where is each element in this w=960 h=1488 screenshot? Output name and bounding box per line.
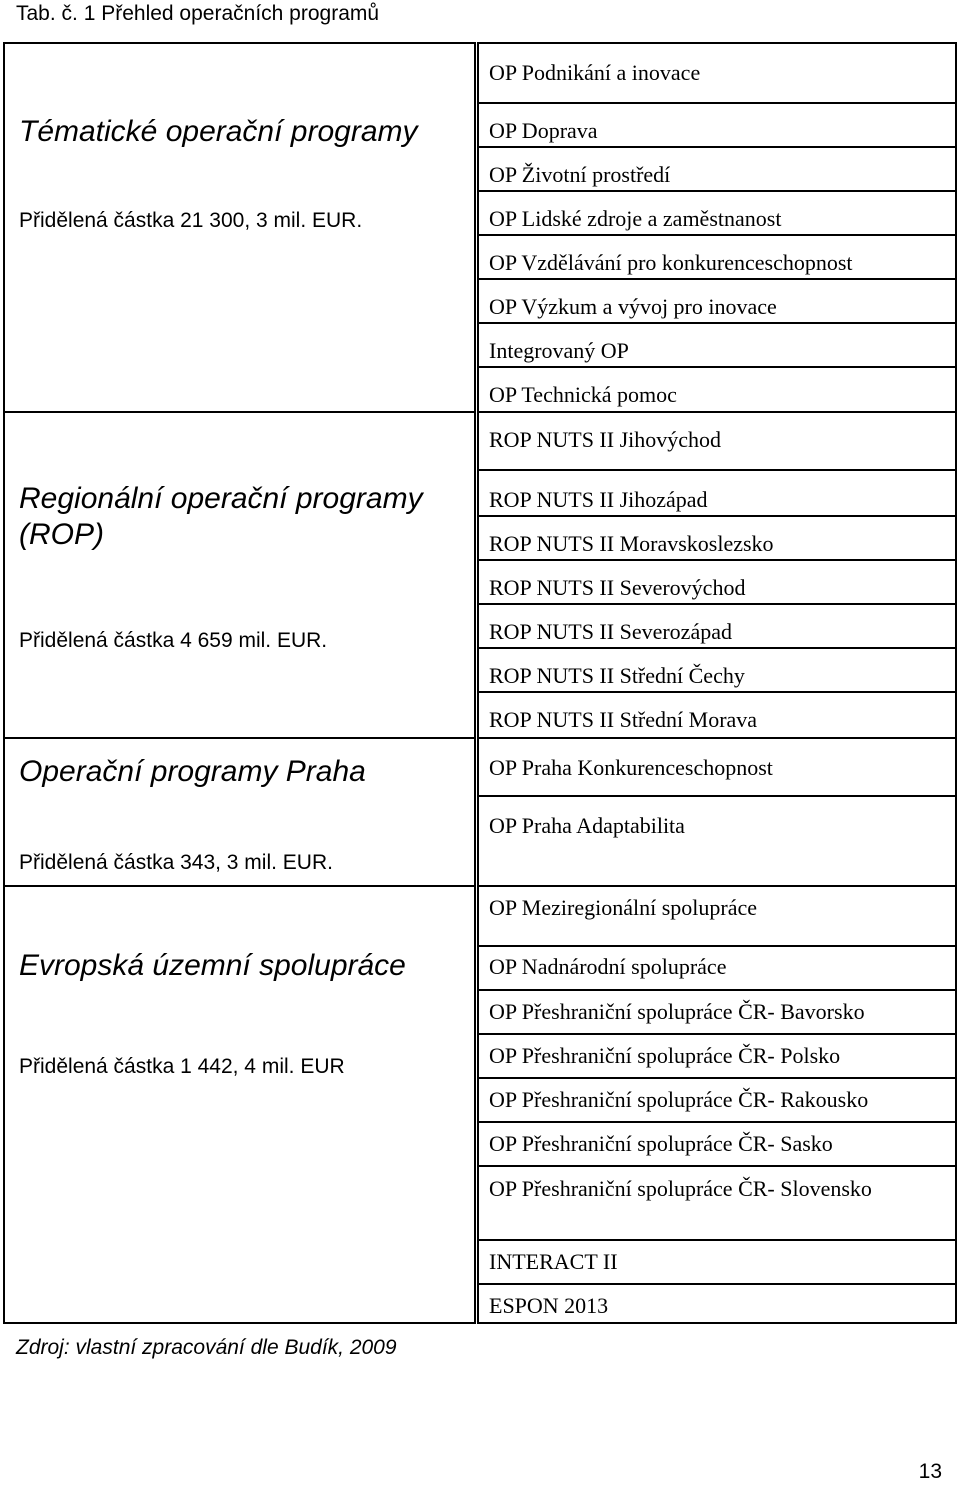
program-row [477,1033,957,1079]
program-row [477,322,957,368]
program-row [477,411,957,471]
program-name: Integrovaný OP [489,338,629,363]
program-row [477,691,957,739]
program-row [477,989,957,1035]
program-row [477,146,957,192]
program-name: INTERACT II [489,1249,618,1274]
program-row [477,737,957,797]
program-name: ROP NUTS II Severovýchod [489,575,746,600]
program-row [477,102,957,148]
program-name: OP Nadnárodní spolupráce [489,954,727,979]
program-name: OP Přeshraniční spolupráce ČR- Sasko [489,1131,833,1156]
program-name: ESPON 2013 [489,1293,609,1318]
program-name: ROP NUTS II Střední Morava [489,707,758,732]
program-name: OP Praha Adaptabilita [489,813,685,838]
category-amount: Přidělená částka 1 442, 4 mil. EUR [19,1055,345,1078]
program-row [477,366,957,413]
program-row [477,1077,957,1123]
category-title: Evropská územní spolupráce [19,949,406,982]
program-name: OP Životní prostředí [489,162,671,187]
program-row [477,885,957,947]
program-row [477,234,957,280]
category-title: Operační programy Praha [19,755,366,788]
category-title: Tématické operační programy [19,115,418,148]
program-row [477,647,957,693]
category-cell-prague [3,737,476,887]
program-row [477,469,957,517]
category-amount: Přidělená částka 21 300, 3 mil. EUR. [19,209,363,232]
program-name: ROP NUTS II Severozápad [489,619,732,644]
program-row [477,603,957,649]
category-cell-thematic [3,42,476,413]
program-row [477,515,957,561]
program-row [477,1239,957,1285]
program-name: OP Přeshraniční spolupráce ČR- Slovensko [489,1176,872,1201]
program-name: ROP NUTS II Moravskoslezsko [489,531,774,556]
program-row [477,1283,957,1324]
program-name: OP Výzkum a vývoj pro inovace [489,294,777,319]
program-row [477,1121,957,1167]
program-name: OP Přeshraniční spolupráce ČR- Polsko [489,1043,841,1068]
program-name: OP Přeshraniční spolupráce ČR- Bavorsko [489,999,865,1024]
program-name: OP Vzdělávání pro konkurenceschopnost [489,250,853,275]
category-amount: Přidělená částka 4 659 mil. EUR. [19,629,328,652]
category-amount: Přidělená částka 343, 3 mil. EUR. [19,851,333,874]
source-note: Zdroj: vlastní zpracování dle Budík, 2009 [16,1336,397,1359]
page-number: 13 [918,1460,942,1483]
program-row [477,795,957,887]
program-row [477,42,957,104]
program-name: OP Praha Konkurenceschopnost [489,755,773,780]
program-name: OP Technická pomoc [489,382,677,407]
program-name: OP Lidské zdroje a zaměstnanost [489,206,782,231]
program-row [477,278,957,324]
table-caption: Tab. č. 1 Přehled operačních programů [16,2,380,25]
category-cell-territorial [3,885,476,1324]
program-name: ROP NUTS II Jihozápad [489,487,708,512]
program-row [477,945,957,991]
program-name: OP Podnikání a inovace [489,60,701,85]
program-name: OP Meziregionální spolupráce [489,895,757,920]
category-cell-regional [3,411,476,739]
program-name: ROP NUTS II Jihovýchod [489,427,722,452]
program-name: ROP NUTS II Střední Čechy [489,663,745,688]
program-name: OP Přeshraniční spolupráce ČR- Rakousko [489,1087,869,1112]
program-row [477,1165,957,1241]
program-row [477,190,957,236]
program-name: OP Doprava [489,118,598,143]
category-title: Regionální operační programy (ROP) [19,482,423,551]
program-row [477,559,957,605]
